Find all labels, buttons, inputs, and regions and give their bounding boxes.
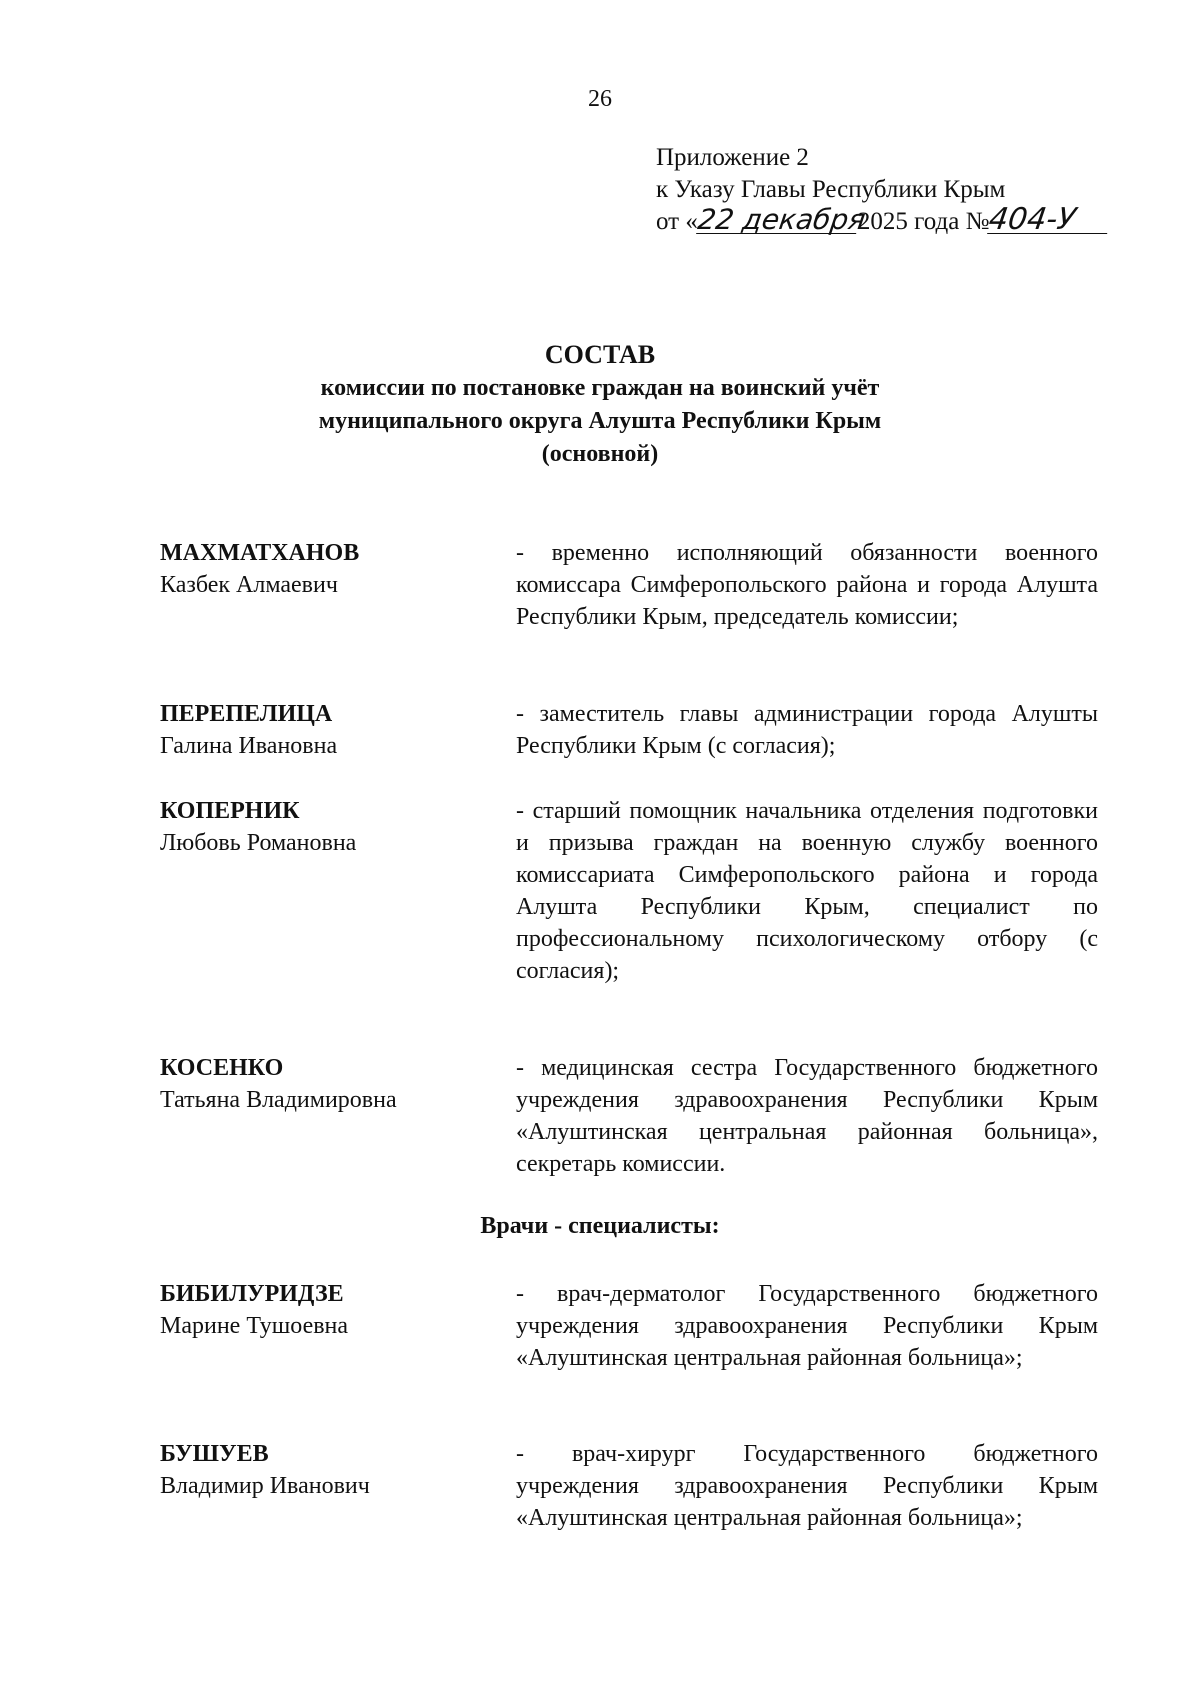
member-description: - временно исполняющий обязанности военного комиссара Симферопольского района и города Алушта Республики Крым, председатель комиссии; (516, 540, 1098, 630)
member-surname: ПЕРЕПЕЛИЦА (160, 701, 333, 727)
member-description: - старший помощник начальника отделения подготовки и призыва граждан на военную службу военного комиссариата Симферопольского района и города Алушта Республики Крым, специалист по профессиональному психологическому отбору (с согласия); (516, 798, 1098, 984)
doctor-surname: БУШУЕВ (160, 1441, 269, 1467)
doctor-person (160, 1438, 490, 1502)
date-suffix: 2025 года № (857, 208, 990, 235)
member-person (160, 1052, 490, 1116)
member-surname: МАХМАТХАНОВ (160, 540, 360, 566)
member-description: - заместитель главы администрации города Алушты Республики Крым (с согласия); (516, 701, 1098, 759)
doctor-surname: БИБИЛУРИДЗЕ (160, 1281, 344, 1307)
doctor-description: - врач-дерматолог Государственного бюджетного учреждения здравоохранения Республики Крым «Алуштинская центральная районная больница»; (516, 1281, 1098, 1371)
section-heading-doctors: Врачи - специалисты: (480, 1213, 720, 1239)
title-heading: СОСТАВ (544, 340, 656, 369)
member-given-names: Татьяна Владимировна (160, 1087, 397, 1113)
date-prefix: от « (656, 208, 698, 235)
member-description: - медицинская сестра Государственного бюджетного учреждения здравоохранения Республики Крым «Алуштинская центральная районная больница», секретарь комиссии. (516, 1055, 1098, 1177)
doctor-description: - врач-хирург Государственного бюджетного учреждения здравоохранения Республики Крым «Алуштинская центральная районная больница»; (516, 1441, 1098, 1531)
member-given-names: Казбек Алмаевич (160, 572, 338, 598)
member-surname: КОПЕРНИК (160, 798, 300, 824)
title-line-2: муниципального округа Алушта Республики Крым (318, 408, 882, 434)
title-line-1: комиссии по постановке граждан на воинский учёт (320, 375, 880, 401)
member-given-names: Любовь Романовна (160, 830, 357, 856)
page-number: 26 (588, 86, 612, 112)
title-line-3: (основной) (541, 441, 659, 467)
member-person (160, 795, 490, 859)
doctor-person (160, 1278, 490, 1342)
doctor-given-names: Марине Тушоевна (160, 1313, 349, 1339)
member-person (160, 698, 490, 762)
appendix-title: Приложение 2 (656, 144, 809, 171)
handwritten-date: 22 декабря (695, 203, 868, 236)
appendix-reference: к Указу Главы Республики Крым (656, 176, 1006, 203)
member-person (160, 537, 490, 601)
member-surname: КОСЕНКО (160, 1055, 284, 1081)
appendix-block (656, 142, 1109, 238)
doctor-given-names: Владимир Иванович (160, 1473, 370, 1499)
handwritten-decree-number: 404-У (988, 207, 1112, 234)
document-title (0, 338, 1200, 471)
member-given-names: Галина Ивановна (160, 733, 338, 759)
appendix-date-line (656, 202, 1109, 238)
